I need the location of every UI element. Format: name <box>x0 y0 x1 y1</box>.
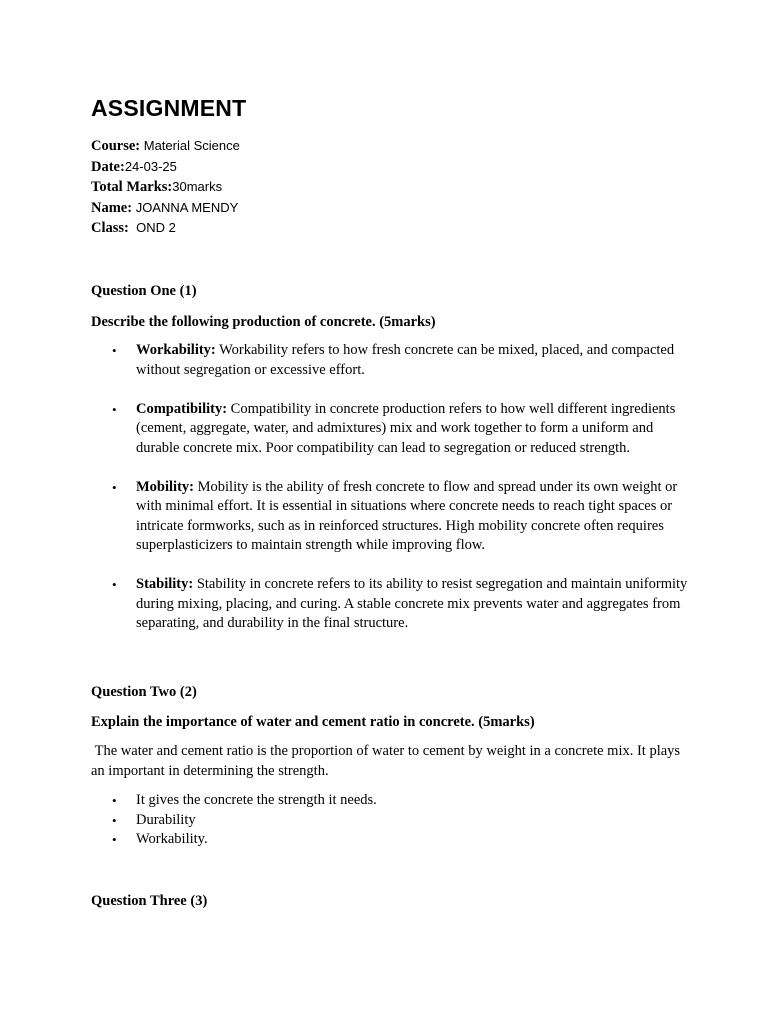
bullet-icon: • <box>112 793 117 808</box>
list-item <box>91 830 691 850</box>
list-item <box>91 791 691 811</box>
course-value: Material Science <box>140 138 240 153</box>
term-mobility: Mobility: <box>136 478 194 495</box>
total-marks-label: Total Marks: <box>91 179 173 195</box>
question-one-heading: Question One (1) <box>91 283 197 299</box>
list-item-compatibility <box>91 400 691 459</box>
date-label: Date: <box>91 158 125 175</box>
date-row <box>91 157 240 178</box>
desc-stability: Stability in concrete refers to its ability to resist segregation and maintain uniformity during mixing, placing, and curing. A stable concrete mix prevents water and aggregates from separating, and durability in the final structure. <box>136 576 688 631</box>
date-value: 24-03-25 <box>124 158 177 174</box>
list-item-text: Durability <box>136 811 196 828</box>
list-item-mobility <box>91 478 691 556</box>
question-two-instruction: Explain the importance of water and cement ratio in concrete. (5marks) <box>91 714 535 730</box>
desc-compatibility: Compatibility in concrete production refers to how well different ingredients (cement, aggregate, water, and admixtures) mix and work together to form a uniform and durable concrete mix. Poor compatibility can lead to segregation or reduced strength. <box>136 400 676 456</box>
course-label: Course: <box>91 138 141 154</box>
bullet-icon: • <box>112 832 117 847</box>
term-stability: Stability: <box>136 576 194 592</box>
list-item-workability <box>91 341 691 380</box>
desc-workability: Workability refers to how fresh concrete can be mixed, placed, and compacted without segregation or excessive effort. <box>136 342 675 378</box>
question-two-list <box>91 791 691 850</box>
name-value: JOANNA MENDY <box>132 199 239 215</box>
document-title: ASSIGNMENT <box>91 95 247 121</box>
list-item-text: It gives the concrete the strength it needs. <box>136 792 377 808</box>
question-two-heading: Question Two (2) <box>91 684 197 700</box>
bullet-icon: • <box>112 479 117 495</box>
class-row <box>91 218 240 239</box>
question-one-list <box>91 341 691 653</box>
list-item-text: Workability. <box>136 831 208 847</box>
name-label: Name: <box>91 199 133 216</box>
question-two-paragraph: The water and cement ratio is the proportion of water to cement by weight in a concrete mix. It plays an important in determining the strength. <box>91 743 684 779</box>
bullet-icon: • <box>112 401 117 417</box>
name-row <box>91 198 240 219</box>
question-one-instruction: Describe the following production of concrete. (5marks) <box>91 314 436 330</box>
list-item-stability <box>91 575 691 634</box>
course-row <box>91 136 240 157</box>
assignment-details <box>91 136 240 239</box>
class-value: OND 2 <box>128 220 176 235</box>
term-workability: Workability: <box>136 342 216 358</box>
bullet-icon: • <box>112 812 117 828</box>
bullet-icon: • <box>112 343 117 358</box>
bullet-icon: • <box>112 577 117 592</box>
class-label: Class: <box>91 220 129 236</box>
total-marks-value: 30marks <box>172 179 223 194</box>
list-item <box>91 811 691 831</box>
desc-mobility: Mobility is the ability of fresh concrete to flow and spread under its own weight or with minimal effort. It is essential in situations where concrete needs to reach tight spaces or intricate formworks, such as in reinforced structures. High mobility concrete often requires superplasticizers to maintain strength while improving flow. <box>136 478 678 553</box>
question-three-heading: Question Three (3) <box>91 893 208 909</box>
total-marks-row <box>91 177 240 198</box>
term-compatibility: Compatibility: <box>136 400 228 417</box>
